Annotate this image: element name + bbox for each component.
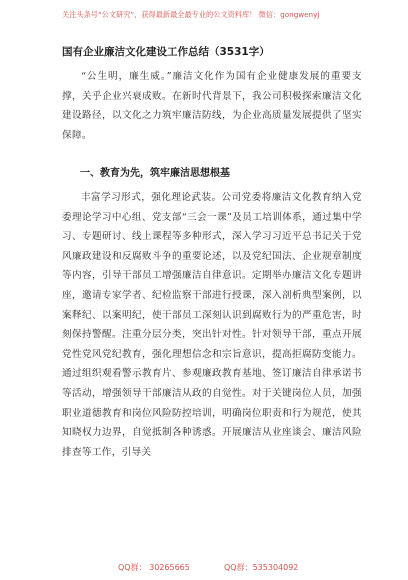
document-title: 国有企业廉洁文化建设工作总结（3531字）: [62, 46, 270, 58]
body-paragraph: 丰富学习形式，强化理论武装。公司党委将廉洁文化教育纳入党委理论学习中心组、党支部“三会一课”及员工培训体系，通过集中学习、专题研讨、线上课程等多种形式，深入学习习近平总书记关于党风廉政建设和反腐败斗争的重要论述，以及党纪国法、企业规章制度等内容，引导干部员工增强廉洁自律意识。定期举办廉洁文化专题讲座，邀请专家学者、纪检监察干部进行授课，深入剖析典型案例，以案释纪、以案明纪，使干部员工深刻认识到腐败行为的严重危害，时刻保持警醒。注重分层分类，突出针对性。针对领导干部，重点开展党性党风党纪教育，强化理想信念和宗旨意识，提高拒腐防变能力。通过组织观看警示教育片、参观廉政教育基地、签订廉洁自律承诺书等活动，增强领导干部廉洁从政的自觉性。对于关键岗位人员，加强职业道德教育和岗位风险防控培训，明确岗位职责和行为规范，使其知晓权力边界，自觉抵制各种诱惑。开展廉洁从业座谈会、廉洁风险排查等工作，引导关: [62, 192, 362, 458]
footer-qq-group-left: QQ群： 30265665: [118, 563, 190, 572]
intro-paragraph: “公生明，廉生威。”廉洁文化作为国有企业健康发展的重要支撑，关乎企业兴衰成败。在新时代背景下，我公司积极探索廉洁文化建设路径，以文化之力筑牢廉洁防线，为企业高质量发展提供了坚实保障。: [62, 71, 362, 141]
section-heading: 一、教育为先，筑牢廉洁思想根基: [80, 168, 230, 179]
promo-banner: 关注头条号“公文研究”，获得最新最全最专业的公文资料库！ 微信：gongwenyj: [62, 10, 320, 19]
footer-bar: [0, 561, 408, 575]
footer-qq-group-right: QQ群：535304092: [224, 563, 299, 572]
